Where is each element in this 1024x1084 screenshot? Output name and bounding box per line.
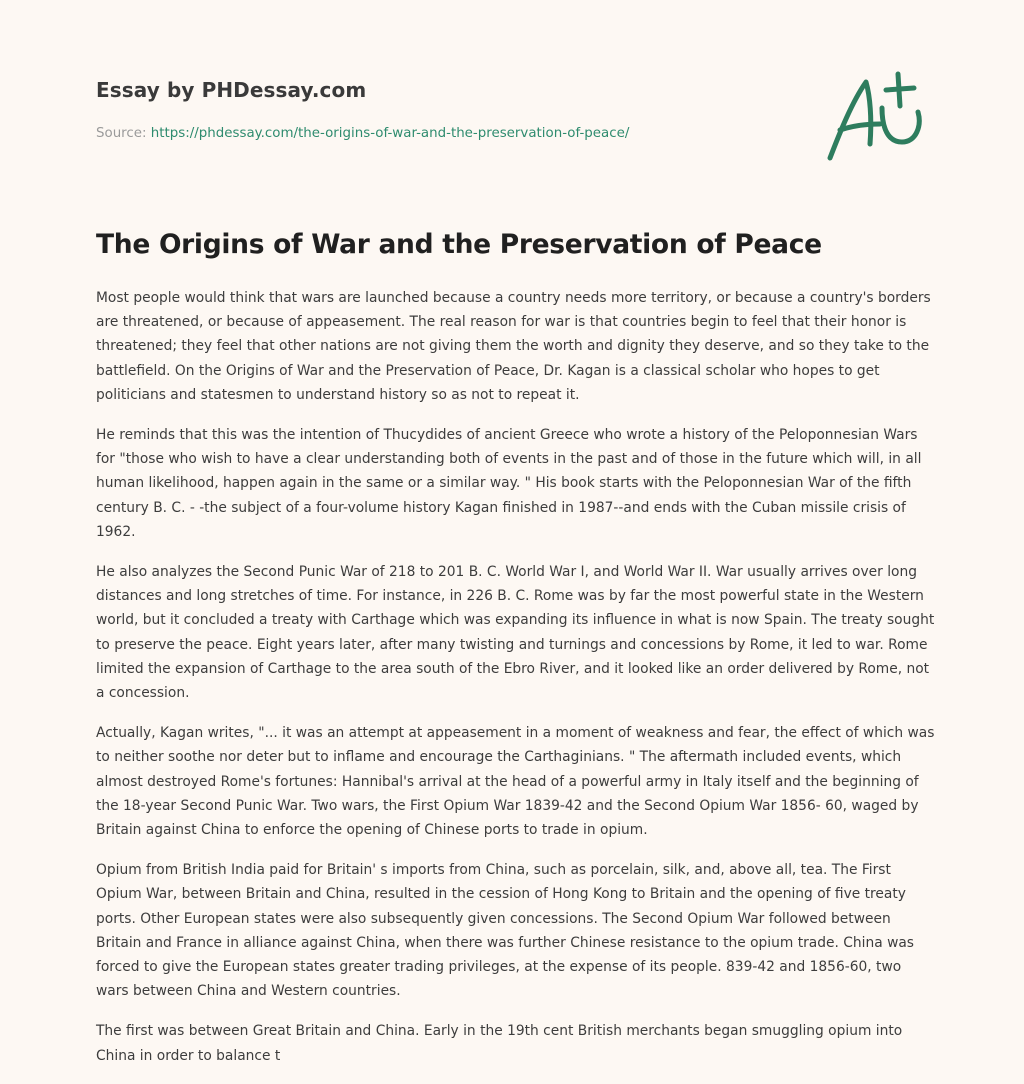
essay-title: The Origins of War and the Preservation of Peace [96, 229, 822, 260]
paragraph: He reminds that this was the intention of Thucydides of ancient Greece who wrote a history of the Peloponnesian Wars for "those who wish to have a clear understanding both of events in the past and of those in the future which will, in all human likelihood, happen again in the same or a similar way. " His book starts with the Peloponnesian War of the fifth century B. C. - -the subject of a four-volume history Kagan finished in 1987--and ends with the Cuban missile crisis of 1962. [96, 427, 922, 540]
paragraph: He also analyzes the Second Punic War of 218 to 201 B. C. World War I, and World War II. War usually arrives over long distances and long stretches of time. For instance, in 226 B. C. Rome was by far the most powerful state in the Western world, but it concluded a treaty with Carthage which was expanding its influence in what is now Spain. The treaty sought to preserve the peace. Eight years later, after many twisting and turnings and concessions by Rome, it led to war. Rome limited the expansion of Carthage to the area south of the Ebro River, and it looked like an order delivered by Rome, not a concession. [96, 564, 935, 702]
essay-body [96, 286, 936, 1084]
source-label: Source: [96, 126, 147, 141]
site-brand: Essay by PHDessay.com [96, 78, 367, 102]
a-plus-grade-icon [818, 66, 930, 166]
essay-header [96, 76, 816, 144]
paragraph: The first was between Great Britain and China. Early in the 19th cent British merchants began smuggling opium into China in order to balance t [96, 1023, 903, 1064]
source-link[interactable]: https://phdessay.com/the-origins-of-war-and-the-preservation-of-peace/ [150, 126, 630, 141]
source-line [96, 124, 816, 144]
paragraph: Opium from British India paid for Britain' s imports from China, such as porcelain, silk, and, above all, tea. The First Opium War, between Britain and China, resulted in the cession of Hong Kong to Britain and the opening of five treaty ports. Other European states were also subsequently given concessions. The Second Opium War followed between Britain and France in alliance against China, when there was further Chinese resistance to the opium trade. China was forced to give the European states greater trading privileges, at the expense of its people. 839-42 and 1856-60, two wars between China and Western countries. [96, 862, 914, 1000]
paragraph: Most people would think that wars are launched because a country needs more territory, or because a country's borders are threatened, or because of appeasement. The real reason for war is that countries begin to feel that their honor is threatened; they feel that other nations are not giving them the worth and dignity they deserve, and so they take to the battlefield. On the Origins of War and the Preservation of Peace, Dr. Kagan is a classical scholar who hopes to get politicians and statesmen to understand history so as not to repeat it. [96, 290, 931, 403]
paragraph: Actually, Kagan writes, "... it was an attempt at appeasement in a moment of weakness and fear, the effect of which was to neither soothe nor deter but to inflame and encourage the Carthaginians. " The aftermath included events, which almost destroyed Rome's fortunes: Hannibal's arrival at the head of a powerful army in Italy itself and the beginning of the 18-year Second Punic War. Two wars, the First Opium War 1839-42 and the Second Opium War 1856- 60, waged by Britain against China to enforce the opening of Chinese ports to trade in opium. [96, 725, 935, 839]
